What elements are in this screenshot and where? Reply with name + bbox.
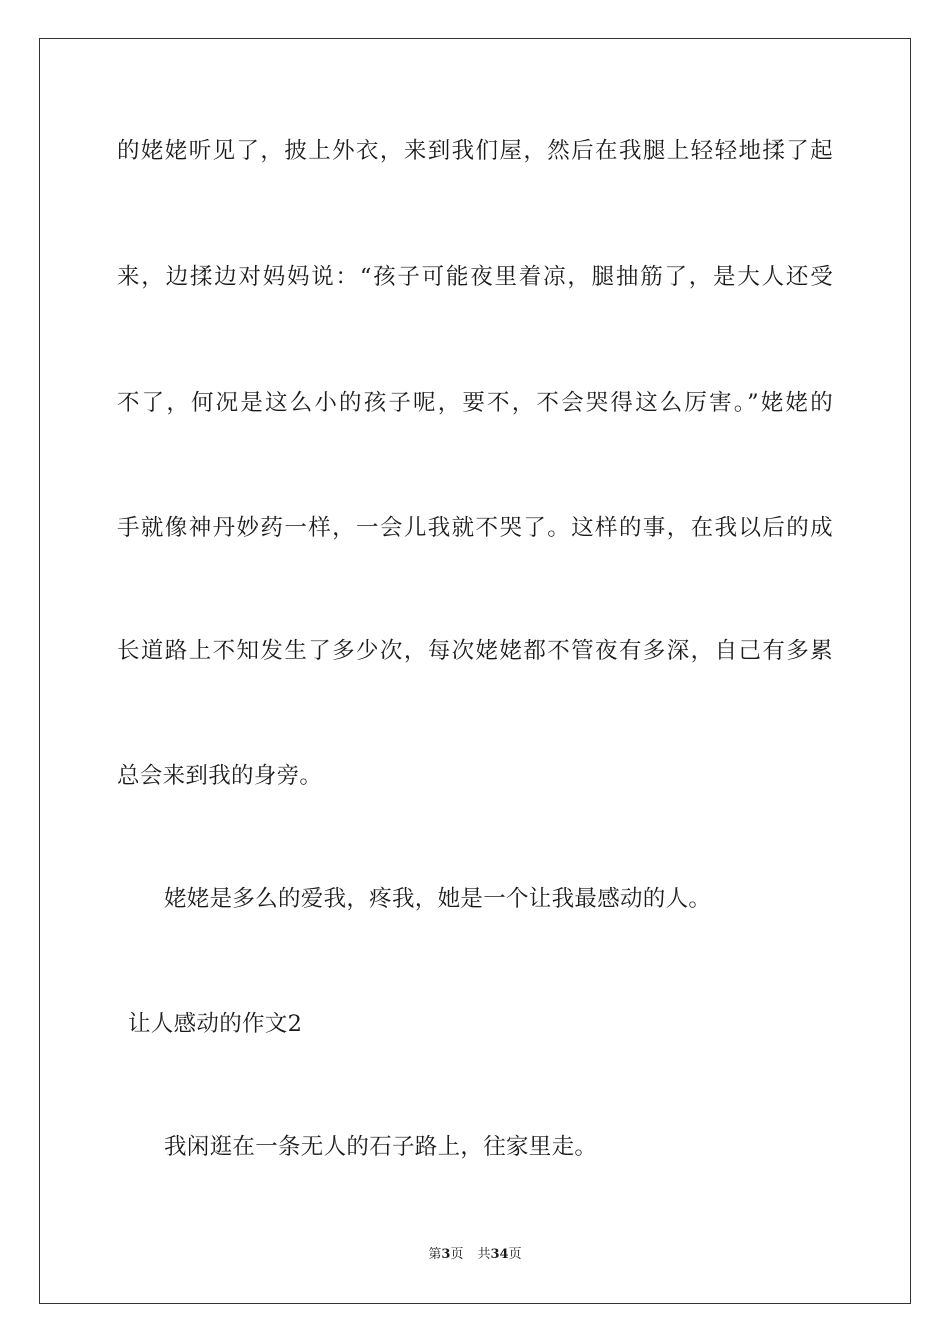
paragraph-line: 总会来到我的身旁。 (117, 763, 323, 789)
total-prefix: 共 (477, 1247, 491, 1262)
total-suffix: 页 (508, 1247, 522, 1262)
paragraph-line: 长道路上不知发生了多少次，每次姥姥都不管夜有多深，自己有多累 (117, 638, 833, 664)
page-number: 3 (441, 1247, 451, 1262)
total-pages: 34 (490, 1247, 509, 1262)
paragraph-line: 不了，何况是这么小的孩子呢，要不，不会哭得这么厉害。”姥姥的 (117, 390, 833, 416)
paragraph-line: 的姥姥听见了，披上外衣，来到我们屋，然后在我腿上轻轻地揉了起 (117, 138, 833, 164)
page-prefix: 第 (428, 1247, 442, 1262)
closing-sentence: 姥姥是多么的爱我，疼我，她是一个让我最感动的人。 (164, 886, 712, 912)
paragraph-line: 来，边揉边对妈妈说：“孩子可能夜里着凉，腿抽筋了，是大人还受 (117, 264, 833, 290)
page-border (39, 38, 911, 1304)
page-suffix: 页 (450, 1247, 464, 1262)
opening-sentence: 我闲逛在一条无人的石子路上，往家里走。 (164, 1134, 598, 1160)
paragraph-line: 手就像神丹妙药一样，一会儿我就不哭了。这样的事，在我以后的成 (117, 515, 833, 541)
page-footer (0, 1246, 950, 1264)
section-heading: 让人感动的作文2 (128, 1011, 303, 1037)
